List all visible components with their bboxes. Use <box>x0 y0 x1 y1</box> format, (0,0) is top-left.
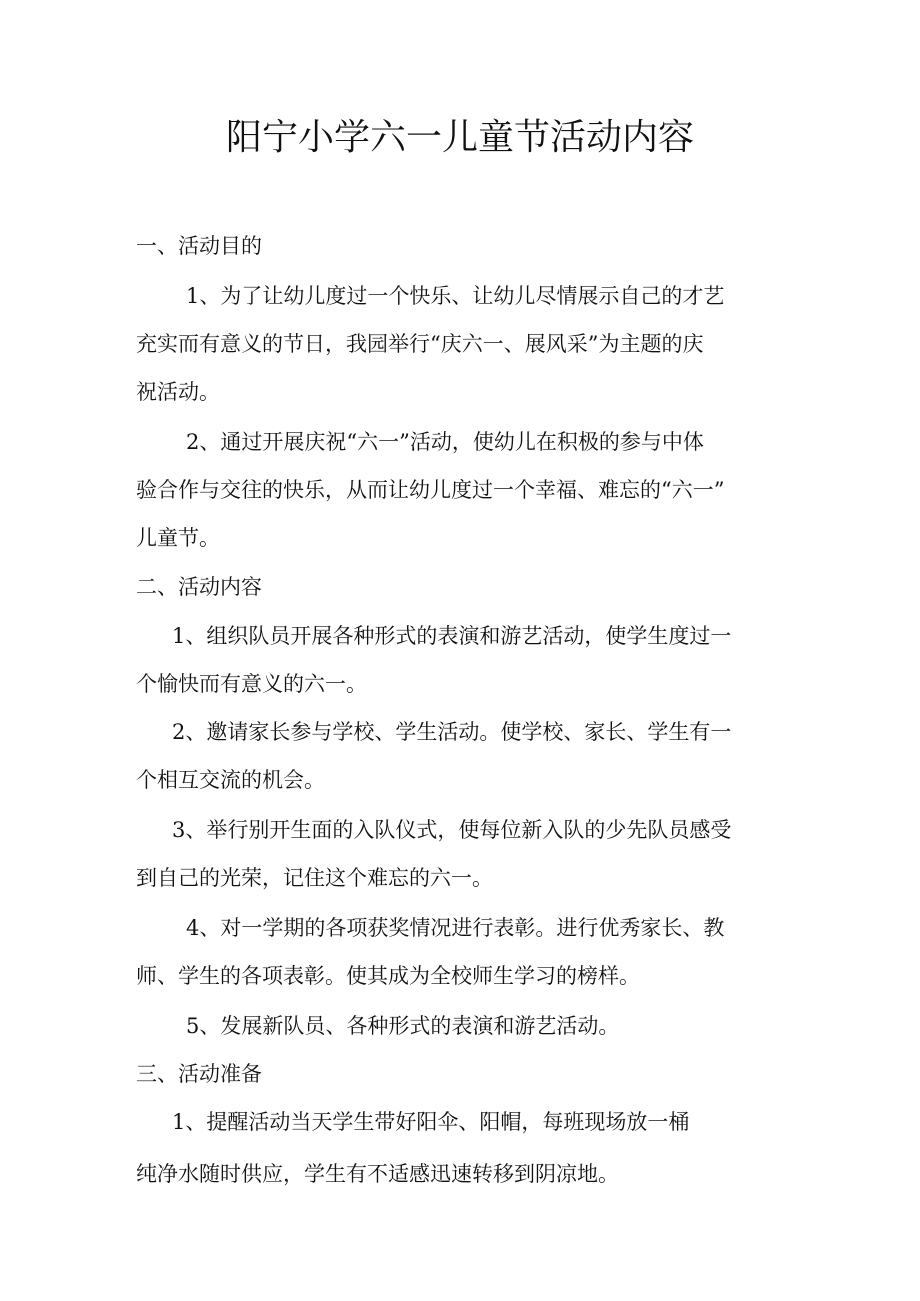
section-heading-purpose: 一、活动目的 <box>136 234 262 258</box>
paragraph-line: 儿童节。 <box>136 526 220 550</box>
paragraph-line: 到自己的光荣，记住这个难忘的六一。 <box>136 866 493 890</box>
paragraph-line: 祝活动。 <box>136 380 220 404</box>
paragraph-line: 个愉快而有意义的六一。 <box>136 672 367 696</box>
paragraph-line: 纯净水随时供应，学生有不适感迅速转移到阴凉地。 <box>136 1162 619 1186</box>
paragraph-line: 个相互交流的机会。 <box>136 768 325 792</box>
paragraph-line: 1、为了让幼儿度过一个快乐、让幼儿尽情展示自己的才艺 <box>186 284 725 308</box>
paragraph-line: 充实而有意义的节日，我园举行“庆六一、展风采”为主题的庆 <box>136 332 704 356</box>
paragraph-line: 2、通过开展庆祝“六一”活动，使幼儿在积极的参与中体 <box>186 430 704 454</box>
document-title: 阳宁小学六一儿童节活动内容 <box>225 117 694 158</box>
section-heading-content: 二、活动内容 <box>136 575 262 599</box>
section-heading-preparation: 三、活动准备 <box>136 1062 262 1086</box>
paragraph-line: 4、对一学期的各项获奖情况进行表彰。进行优秀家长、教 <box>186 916 725 940</box>
paragraph-line: 验合作与交往的快乐，从而让幼儿度过一个幸福、难忘的“六一” <box>136 478 725 502</box>
paragraph-line: 3、举行别开生面的入队仪式，使每位新入队的少先队员感受 <box>172 818 732 842</box>
paragraph-line: 2、邀请家长参与学校、学生活动。使学校、家长、学生有一 <box>172 720 732 744</box>
paragraph-line: 师、学生的各项表彰。使其成为全校师生学习的榜样。 <box>136 964 640 988</box>
paragraph-line: 1、提醒活动当天学生带好阳伞、阳帽，每班现场放一桶 <box>172 1110 690 1134</box>
paragraph-line: 5、发展新队员、各种形式的表演和游艺活动。 <box>186 1014 620 1038</box>
paragraph-line: 1、组织队员开展各种形式的表演和游艺活动，使学生度过一 <box>172 624 732 648</box>
